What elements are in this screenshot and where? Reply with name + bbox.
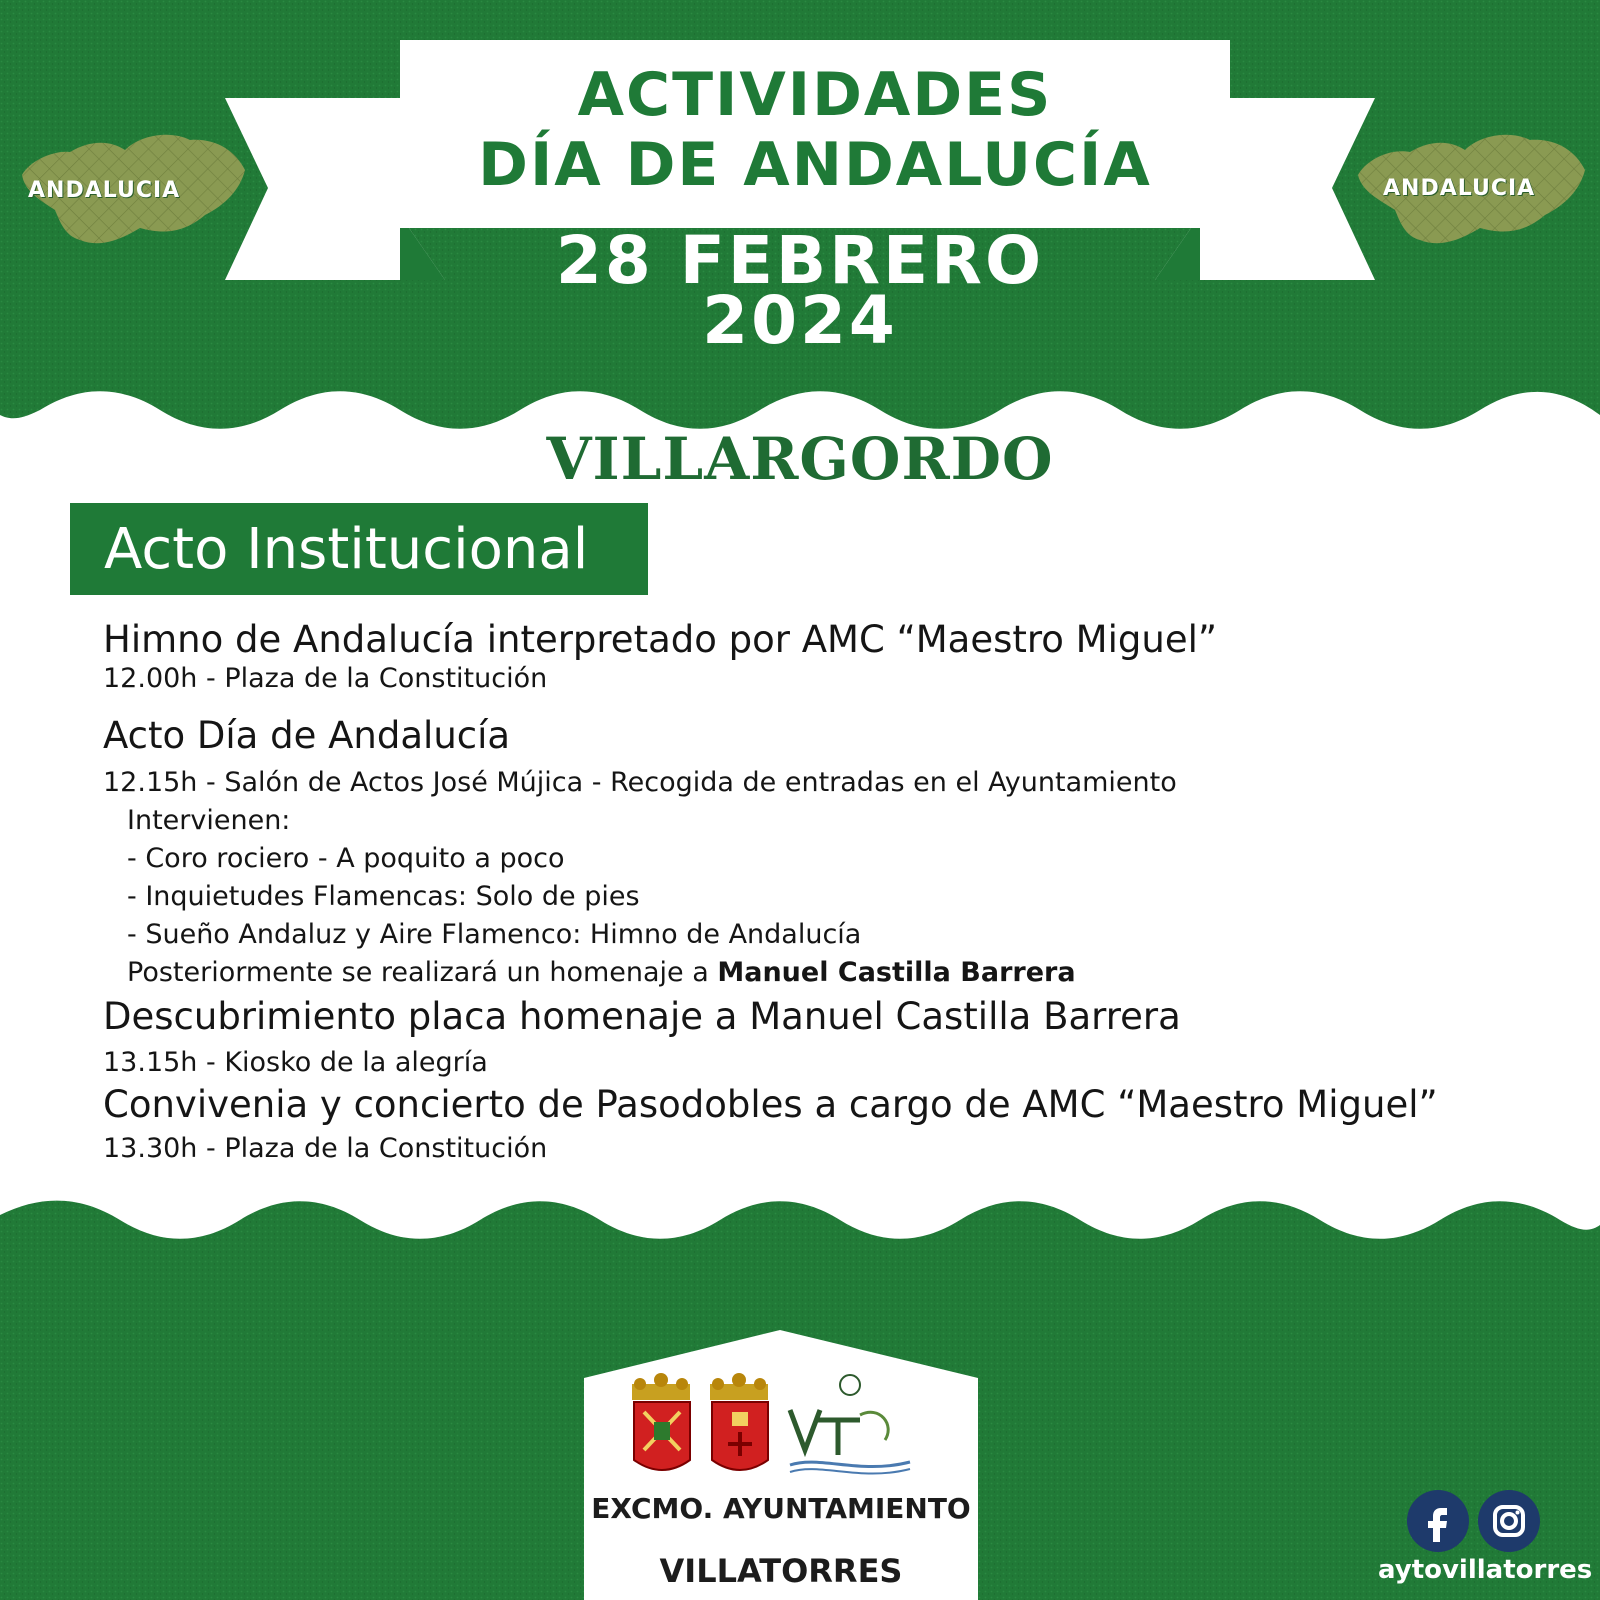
footer-org-line1: EXCMO. AYUNTAMIENTO	[591, 1492, 971, 1525]
event-3-detail: 13.15h - Kiosko de la alegría	[103, 1047, 488, 1078]
header-date-line2: 2024	[702, 282, 898, 359]
event-2-detail: 12.15h - Salón de Actos José Mújica - Recogida de entradas en el Ayuntamiento	[103, 767, 1177, 798]
header-title-line1: ACTIVIDADES	[577, 60, 1053, 130]
event-1-detail: 12.00h - Plaza de la Constitución	[103, 663, 548, 694]
event-3-title: Descubrimiento placa homenaje a Manuel Castilla Barrera	[103, 995, 1181, 1038]
map-label-right: ANDALUCIA	[1383, 176, 1536, 201]
event-2-item-1: - Coro rociero - A poquito a poco	[127, 843, 565, 874]
event-1-title: Himno de Andalucía interpretado por AMC “Maestro Miguel”	[103, 618, 1218, 661]
town-name: VILLARGORDO	[546, 425, 1054, 493]
section-title: Acto Institucional	[104, 517, 589, 582]
event-2-item-2: - Inquietudes Flamencas: Solo de pies	[127, 881, 640, 912]
footer-org-line2: VILLATORRES	[659, 1552, 903, 1590]
social-handle[interactable]: aytovillatorres	[1378, 1555, 1593, 1585]
coat-of-arms-1-icon	[632, 1373, 690, 1470]
event-2-note-bold: Manuel Castilla Barrera	[717, 957, 1076, 988]
facebook-icon[interactable]	[1407, 1490, 1469, 1552]
section-heading-box	[70, 503, 648, 595]
header-title-line2: DÍA DE ANDALUCÍA	[478, 130, 1152, 200]
event-4-detail: 13.30h - Plaza de la Constitución	[103, 1133, 548, 1164]
map-label-left: ANDALUCIA	[28, 178, 181, 203]
event-2-title: Acto Día de Andalucía	[103, 714, 511, 757]
event-2-intro: Intervienen:	[127, 805, 291, 836]
event-2-note-text: Posteriormente se realizará un homenaje a	[127, 957, 718, 988]
instagram-icon[interactable]	[1478, 1490, 1540, 1552]
event-4-title: Convivenia y concierto de Pasodobles a cargo de AMC “Maestro Miguel”	[103, 1083, 1438, 1126]
coat-of-arms-2-icon	[710, 1373, 768, 1470]
header-date-line1: 28 FEBRERO	[555, 222, 1045, 299]
event-2-item-3: - Sueño Andaluz y Aire Flamenco: Himno de Andalucía	[127, 919, 862, 950]
event-2-note	[127, 957, 1076, 988]
